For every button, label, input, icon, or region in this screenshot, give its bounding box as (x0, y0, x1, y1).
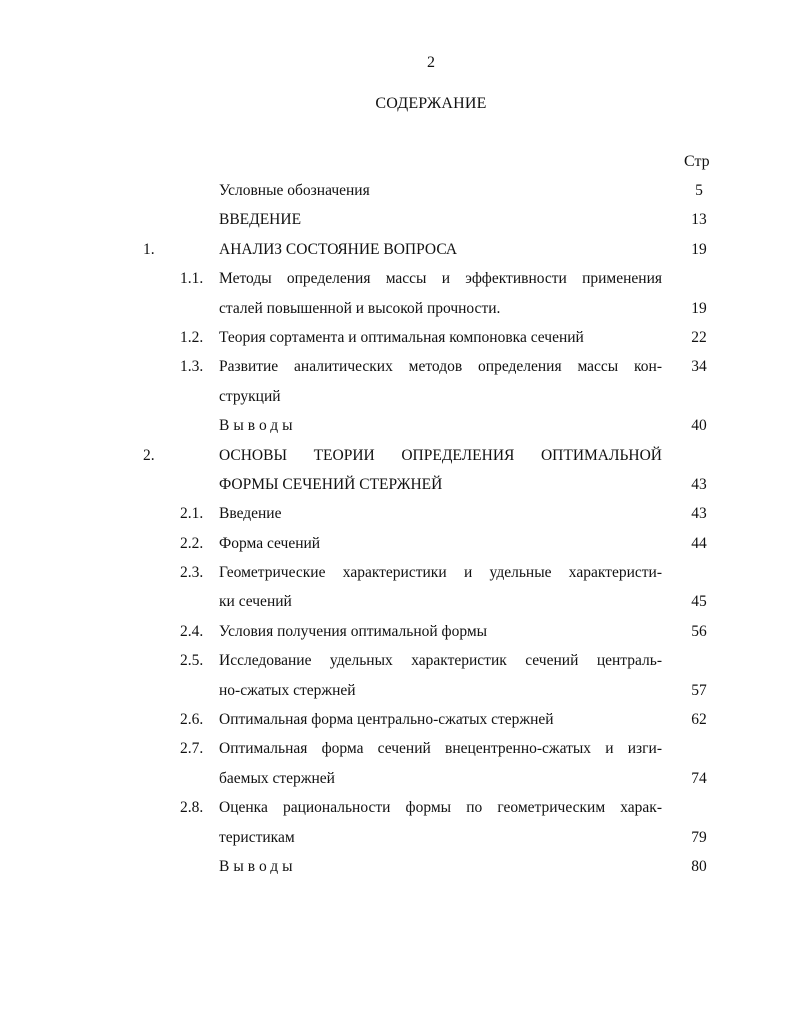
toc-page: 45 (691, 593, 707, 611)
toc-row (0, 678, 796, 707)
toc-number: 1.3. (180, 358, 204, 376)
toc-row (0, 178, 796, 207)
toc-number: 1. (143, 240, 155, 258)
toc-page: 74 (691, 769, 707, 787)
toc-text: ВВЕДЕНИЕ (219, 211, 302, 229)
toc-number: 2.2. (180, 534, 204, 552)
toc-row (0, 413, 796, 442)
toc-row (0, 736, 796, 765)
toc-number: 1.1. (180, 270, 204, 288)
toc-text: Теория сортамента и оптимальная компоновка сечений (219, 328, 584, 346)
toc-row (0, 501, 796, 530)
toc-row (0, 795, 796, 824)
page-number: 2 (427, 54, 435, 71)
table-of-contents (0, 178, 796, 883)
toc-row (0, 296, 796, 325)
toc-page: 62 (691, 711, 707, 729)
toc-page: 80 (691, 857, 707, 875)
toc-row (0, 354, 796, 383)
toc-row (0, 472, 796, 501)
toc-page: 34 (691, 358, 707, 376)
toc-text: но-сжатых стержней (219, 681, 356, 699)
toc-text: струкций (219, 387, 281, 405)
toc-text: Исследование удельных характеристик сечений централь- (219, 652, 662, 670)
toc-text: Развитие аналитических методов определения массы кон- (219, 358, 662, 376)
toc-row (0, 207, 796, 236)
toc-row (0, 766, 796, 795)
toc-row (0, 707, 796, 736)
toc-number: 2. (143, 446, 155, 464)
toc-text: Введение (219, 505, 282, 523)
toc-row (0, 266, 796, 295)
toc-number: 2.3. (180, 564, 204, 582)
toc-page: 19 (691, 299, 707, 317)
toc-number: 2.8. (180, 799, 204, 817)
toc-page: 79 (691, 828, 707, 846)
toc-text: ФОРМЫ СЕЧЕНИЙ СТЕРЖНЕЙ (219, 475, 443, 493)
toc-row (0, 531, 796, 560)
toc-row (0, 854, 796, 883)
toc-page: 43 (691, 475, 707, 493)
toc-text: Выводы (219, 417, 297, 435)
toc-number: 2.1. (180, 505, 204, 523)
toc-number: 2.7. (180, 740, 204, 758)
toc-text: сталей повышенной и высокой прочности. (219, 299, 501, 317)
toc-text: Условные обозначения (219, 182, 370, 199)
toc-page: 44 (691, 534, 707, 552)
toc-page: 43 (691, 505, 707, 523)
toc-text: Условия получения оптимальной формы (219, 622, 488, 640)
toc-row (0, 825, 796, 854)
toc-text: баемых стержней (219, 769, 335, 787)
toc-row (0, 560, 796, 589)
toc-number: 2.4. (180, 622, 204, 640)
toc-number: 2.5. (180, 652, 204, 670)
toc-text: Оценка рациональности формы по геометрическим харак- (219, 799, 662, 817)
toc-page: 57 (691, 681, 707, 699)
toc-page: 56 (691, 622, 707, 640)
page-title: СОДЕРЖАНИЕ (375, 95, 487, 112)
toc-text: ОСНОВЫ ТЕОРИИ ОПРЕДЕЛЕНИЯ ОПТИМАЛЬНОЙ (219, 446, 662, 464)
toc-text: теристикам (219, 828, 295, 846)
toc-page: 13 (691, 211, 707, 229)
toc-text: Выводы (219, 857, 297, 875)
toc-text: АНАЛИЗ СОСТОЯНИЕ ВОПРОСА (219, 240, 458, 258)
toc-text: Оптимальная форма центрально-сжатых стержней (219, 711, 554, 729)
toc-number: 1.2. (180, 328, 204, 346)
toc-text: ки сечений (219, 593, 292, 611)
toc-page: 5 (695, 182, 703, 199)
toc-text: Методы определения массы и эффективности применения (219, 270, 662, 288)
toc-text: Оптимальная форма сечений внецентренно-сжатых и изги- (219, 740, 662, 758)
toc-page: 22 (691, 328, 707, 346)
toc-row (0, 384, 796, 413)
toc-text: Геометрические характеристики и удельные характеристи- (219, 564, 662, 582)
toc-number: 2.6. (180, 711, 204, 729)
toc-text: Форма сечений (219, 534, 321, 552)
toc-row (0, 619, 796, 648)
toc-row (0, 648, 796, 677)
toc-row (0, 589, 796, 618)
toc-page: 19 (691, 240, 707, 258)
toc-row (0, 325, 796, 354)
page-column-header: Стр (684, 153, 710, 170)
toc-row (0, 237, 796, 266)
toc-page: 40 (691, 417, 707, 435)
toc-row (0, 443, 796, 472)
